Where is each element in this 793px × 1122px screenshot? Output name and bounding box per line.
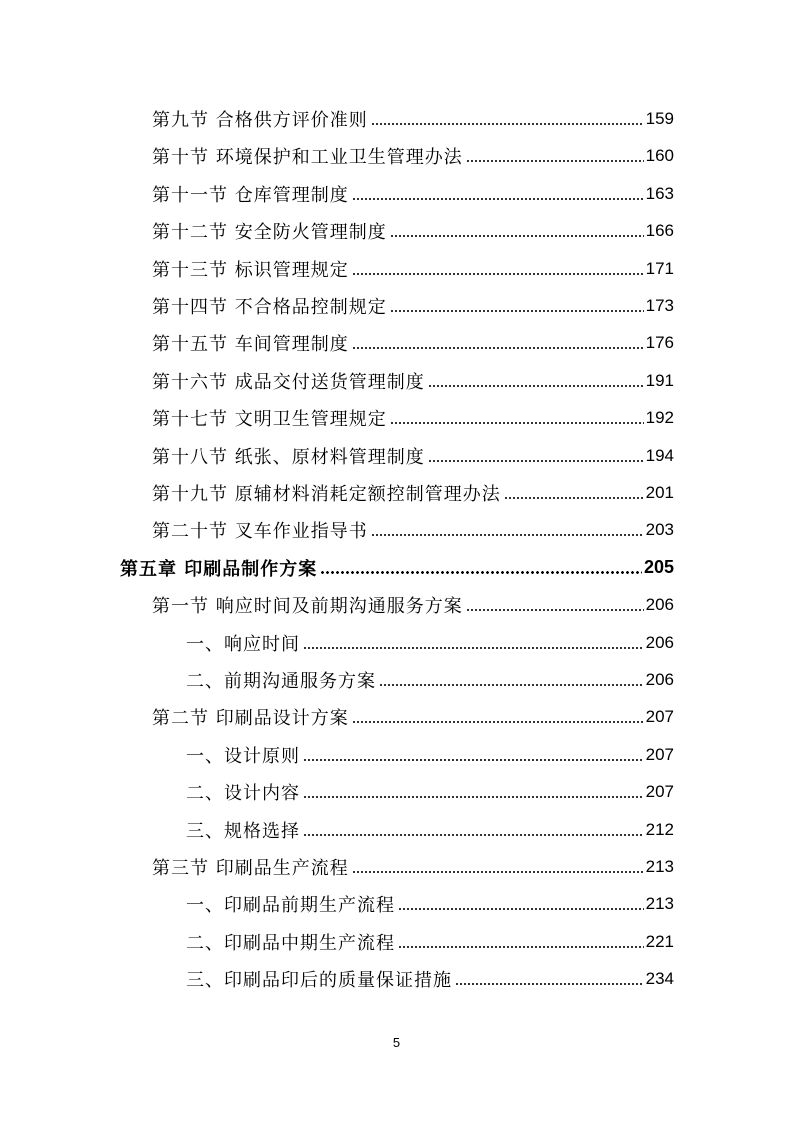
toc-section-entry[interactable] [152, 478, 674, 508]
toc-entry-page: 159 [645, 109, 674, 128]
toc-entry-page: 213 [645, 857, 674, 876]
toc-dot-leader [303, 796, 644, 798]
toc-subsection-entry[interactable] [186, 740, 674, 770]
toc-entry-title: 第十一节 仓库管理制度 [152, 184, 349, 206]
toc-dot-leader [379, 684, 644, 686]
toc-dot-leader [398, 908, 644, 910]
toc-entry-title: 二、印刷品中期生产流程 [186, 932, 395, 954]
toc-dot-leader [352, 198, 644, 200]
toc-entry-title: 第十节 环境保护和工业卫生管理办法 [152, 147, 463, 169]
toc-entry-page: 207 [645, 782, 674, 802]
toc-section-entry[interactable] [152, 852, 674, 882]
toc-dot-leader [352, 347, 644, 349]
toc-entry-page: 207 [645, 707, 674, 727]
toc-section-entry[interactable] [152, 291, 674, 321]
toc-section-entry[interactable] [152, 179, 674, 209]
toc-entry-page: 221 [645, 931, 674, 951]
toc-dot-leader [303, 834, 644, 836]
toc-dot-leader [371, 123, 644, 125]
toc-entry-page: 166 [645, 221, 674, 241]
toc-dot-leader [390, 310, 644, 312]
toc-dot-leader [371, 534, 644, 536]
toc-entry-title: 二、前期沟通服务方案 [186, 671, 376, 692]
toc-dot-leader [352, 273, 644, 275]
toc-dot-leader [428, 460, 644, 462]
toc-entry-title: 第十九节 原辅材料消耗定额控制管理办法 [152, 484, 501, 505]
toc-entry-page: 212 [645, 819, 674, 839]
toc-subsection-entry[interactable] [186, 628, 674, 658]
toc-entry-title: 第五章 印刷品制作方案 [120, 558, 318, 580]
toc-subsection-entry[interactable] [186, 777, 674, 807]
toc-dot-leader [390, 422, 644, 424]
toc-section-entry[interactable] [152, 441, 674, 471]
toc-entry-title: 一、印刷品前期生产流程 [186, 895, 395, 917]
toc-entry-page: 213 [645, 894, 674, 914]
toc-entry-page: 194 [645, 445, 674, 465]
toc-dot-leader [466, 160, 644, 162]
toc-section-entry[interactable] [152, 515, 674, 545]
toc-entry-title: 第十八节 纸张、原材料管理制度 [152, 446, 425, 468]
toc-entry-title: 第十七节 文明卫生管理规定 [152, 409, 387, 431]
toc-entry-page: 234 [645, 969, 674, 989]
page-number: 5 [392, 1035, 401, 1050]
toc-entry-page: 163 [645, 183, 674, 203]
toc-dot-leader [303, 647, 644, 649]
toc-dot-leader [455, 983, 644, 985]
toc-section-entry[interactable] [152, 403, 674, 433]
toc-entry-page: 203 [645, 520, 674, 540]
toc-entry-title: 三、印刷品印后的质量保证措施 [186, 970, 452, 992]
toc-entry-title: 二、设计内容 [186, 783, 300, 805]
toc-entry-page: 191 [645, 370, 674, 390]
toc-subsection-entry[interactable] [186, 927, 674, 957]
toc-entry-page: 207 [645, 744, 674, 764]
toc-section-entry[interactable] [152, 328, 674, 358]
toc-entry-title: 第九节 合格供方评价准则 [152, 110, 368, 131]
toc-subsection-entry[interactable] [186, 889, 674, 919]
toc-dot-leader [352, 721, 644, 723]
toc-entry-title: 第十五节 车间管理制度 [152, 334, 349, 356]
toc-entry-page: 206 [645, 595, 674, 615]
toc-entry-title: 三、规格选择 [186, 820, 300, 842]
toc-entry-title: 第一节 响应时间及前期沟通服务方案 [152, 596, 463, 618]
toc-entry-page: 192 [645, 408, 674, 428]
toc-dot-leader [303, 759, 644, 761]
toc-entry-title: 第十二节 安全防火管理制度 [152, 222, 387, 244]
toc-entry-page: 206 [645, 670, 674, 689]
toc-dot-leader [504, 497, 644, 499]
toc-entry-title: 第三节 印刷品生产流程 [152, 858, 349, 879]
toc-dot-leader [320, 571, 642, 574]
toc-dot-leader [390, 235, 644, 237]
toc-entry-title: 一、响应时间 [186, 633, 300, 655]
toc-section-entry[interactable] [152, 141, 674, 171]
toc-entry-title: 第十六节 成品交付送货管理制度 [152, 371, 425, 393]
toc-dot-leader [352, 871, 644, 873]
toc-entry-page: 173 [645, 296, 674, 315]
toc-entry-title: 第二节 印刷品设计方案 [152, 708, 349, 730]
toc-section-entry[interactable] [152, 590, 674, 620]
toc-subsection-entry[interactable] [186, 815, 674, 845]
toc-entry-title: 第十四节 不合格品控制规定 [152, 297, 387, 318]
toc-section-entry[interactable] [152, 104, 674, 134]
toc-subsection-entry[interactable] [186, 665, 674, 695]
toc-chapter-entry[interactable] [120, 553, 674, 583]
toc-dot-leader [466, 609, 644, 611]
toc-entry-page: 171 [645, 258, 674, 278]
toc-subsection-entry[interactable] [186, 964, 674, 994]
toc-dot-leader [428, 385, 644, 387]
toc-entry-title: 第十三节 标识管理规定 [152, 259, 349, 281]
toc-section-entry[interactable] [152, 216, 674, 246]
toc-entry-page: 205 [643, 557, 674, 578]
toc-section-entry[interactable] [152, 702, 674, 732]
toc-entry-page: 176 [645, 333, 674, 353]
toc-section-entry[interactable] [152, 366, 674, 396]
toc-section-entry[interactable] [152, 254, 674, 284]
toc-entry-title: 一、设计原则 [186, 745, 300, 767]
toc-entry-page: 160 [645, 146, 674, 166]
toc-entry-title: 第二十节 叉车作业指导书 [152, 521, 368, 543]
toc-entry-page: 206 [645, 632, 674, 652]
toc-dot-leader [398, 946, 644, 948]
toc-entry-page: 201 [645, 483, 674, 502]
